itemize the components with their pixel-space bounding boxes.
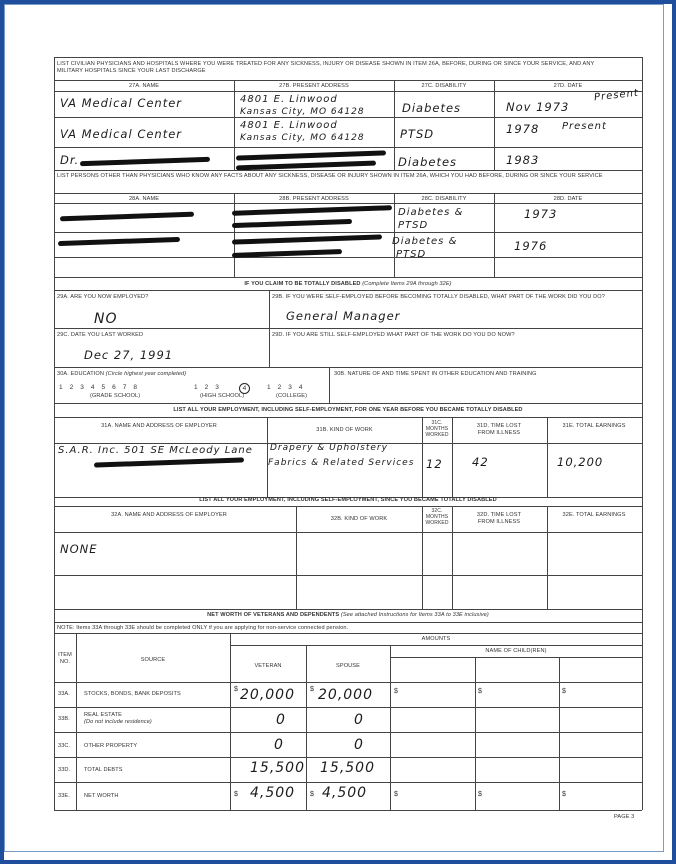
item-33b-note: (Do not include residence): [84, 719, 152, 725]
physician-2-addr2: Kansas City, MO 64128: [240, 133, 365, 143]
rule: [329, 367, 330, 403]
rule: [54, 203, 642, 204]
veteran-header: VETERAN: [254, 663, 282, 669]
item-33a-no: 33A.: [58, 691, 70, 697]
person-1-date: 1973: [524, 207, 558, 221]
item-33d-source: TOTAL DEBTS: [84, 767, 123, 773]
rule: [390, 645, 391, 810]
item-33a-spouse: 20,000: [318, 687, 373, 703]
physician-3-name: Dr.: [60, 153, 80, 167]
rule: [230, 633, 231, 810]
college-years: 1 2 3 4: [267, 384, 303, 391]
physician-3-disability: Diabetes: [398, 155, 458, 169]
q30a-label: 30A. EDUCATION (Circle highest year completed): [57, 371, 187, 377]
col-27b: 27B. PRESENT ADDRESS: [279, 83, 349, 89]
physician-2-name: VA Medical Center: [60, 127, 183, 141]
rule: [234, 193, 235, 277]
rule: [54, 707, 642, 708]
item-33c-no: 33C.: [58, 743, 71, 749]
physician-1-disability: Diabetes: [402, 101, 462, 115]
col-32c: 32C. MONTHS WORKED: [425, 508, 449, 526]
sec29-banner: IF YOU CLAIM TO BE TOTALLY DISABLED (Complete Items 29A through 32E): [244, 281, 452, 287]
rule: [494, 80, 495, 170]
rule: [559, 657, 560, 810]
col-31c: 31C. MONTHS WORKED: [425, 420, 449, 438]
rule: [230, 645, 642, 646]
col-32d: 32D. TIME LOST FROM ILLNESS: [476, 512, 522, 525]
rule: [54, 277, 642, 278]
item-33d-no: 33D.: [58, 767, 71, 773]
item-33c-source: OTHER PROPERTY: [84, 743, 138, 749]
time-lost-31: 42: [472, 455, 489, 469]
rule: [452, 417, 453, 497]
rule: [547, 417, 548, 497]
item-33b-spouse: 0: [354, 712, 364, 728]
kind-of-work-31-line1: Drapery & Upholstery: [270, 443, 388, 453]
page-number: PAGE 3: [614, 814, 635, 820]
high-school-label: (HIGH SCHOOL): [200, 393, 245, 399]
item-33e-veteran: 4,500: [250, 785, 296, 801]
source-header: SOURCE: [140, 657, 166, 663]
col-32a: 32A. NAME AND ADDRESS OF EMPLOYER: [111, 512, 227, 518]
form-page: [54, 57, 642, 827]
rule: [54, 633, 642, 634]
col-28c: 28C. DISABILITY: [421, 196, 467, 202]
rule: [306, 645, 307, 810]
person-1-disability-2: PTSD: [398, 220, 429, 231]
item-33c-veteran: 0: [274, 737, 284, 753]
rule: [54, 193, 642, 194]
rule: [54, 232, 642, 233]
physician-1-addr1: 4801 E. Linwood: [240, 94, 338, 105]
dollar-sign: $: [394, 791, 398, 798]
dollar-sign: $: [310, 791, 314, 798]
high-school-years: 1 2 3: [194, 384, 219, 391]
rule: [54, 91, 642, 92]
sec31-banner: LIST ALL YOUR EMPLOYMENT, INCLUDING SELF-EMPLOYMENT, FOR ONE YEAR BEFORE YOU BECAME TOTALLY DISABLED: [173, 407, 523, 413]
col-28b: 28B. PRESENT ADDRESS: [279, 196, 349, 202]
q29c-answer: Dec 27, 1991: [84, 348, 174, 362]
col-27c: 27C. DISABILITY: [421, 83, 467, 89]
rule: [390, 657, 642, 658]
redaction-mark: [60, 212, 194, 222]
rule: [54, 506, 642, 507]
col-27a: 27A. NAME: [128, 83, 160, 89]
redaction-mark: [94, 457, 244, 467]
item-33d-veteran: 15,500: [250, 760, 305, 776]
person-2-date: 1976: [514, 239, 548, 253]
rule: [54, 682, 642, 683]
redaction-mark: [236, 161, 376, 171]
employment-32-entry: NONE: [60, 542, 98, 556]
item-33b-no: 33B.: [58, 716, 70, 722]
col-31b: 31B. KIND OF WORK: [316, 427, 373, 433]
physician-1-name: VA Medical Center: [60, 96, 183, 110]
col-32e: 32E. TOTAL EARNINGS: [562, 512, 626, 518]
q30b-label: 30B. NATURE OF AND TIME SPENT IN OTHER EDUCATION AND TRAINING: [334, 371, 537, 377]
item-33e-source: NET WORTH: [84, 793, 119, 799]
col-32b: 32B. KIND OF WORK: [330, 516, 388, 522]
sec32-banner: LIST ALL YOUR EMPLOYMENT, INCLUDING SELF-EMPLOYMENT, SINCE YOU BECAME TOTALLY DISABLED: [199, 497, 497, 503]
q29b-label: 29B. IF YOU WERE SELF-EMPLOYED BEFORE BECOMING TOTALLY DISABLED, WHAT PART OF THE WORK DID YOU DO?: [272, 294, 605, 300]
amounts-header: AMOUNTS: [421, 636, 451, 642]
item-33e-no: 33E.: [58, 793, 70, 799]
rule: [54, 622, 642, 623]
sec33-note: NOTE: Items 33A through 33E should be completed ONLY if you are applying for non-service connected pension.: [57, 625, 349, 631]
rule: [394, 193, 395, 277]
months-worked-31: 12: [426, 457, 443, 471]
earnings-31: 10,200: [557, 455, 604, 469]
children-header: NAME OF CHILD(REN): [485, 648, 547, 654]
item-no-header: ITEM NO.: [58, 652, 72, 665]
rule: [54, 403, 642, 404]
physician-1-date: Nov 1973: [506, 100, 570, 114]
redaction-mark: [236, 150, 386, 160]
rule: [54, 532, 642, 533]
rule: [54, 257, 642, 258]
sec27-header: LIST CIVILIAN PHYSICIANS AND HOSPITALS WHERE YOU WERE TREATED FOR ANY SICKNESS, INJURY OR DISEASE SHOWN IN ITEM 26A, BEFORE, DURING OR SINCE YOUR SERVICE, AND ANY MILITARY HOSPITALS SINCE YOUR LAST DISCHARGE: [57, 61, 595, 74]
physician-2-date-end: Present: [562, 121, 607, 132]
dollar-sign: $: [478, 791, 482, 798]
dollar-sign: $: [234, 791, 238, 798]
physician-1-addr2: Kansas City, MO 64128: [240, 107, 365, 117]
person-2-disability-2: PTSD: [396, 249, 427, 260]
rule: [54, 328, 642, 329]
sec33-banner: NET WORTH OF VETERANS AND DEPENDENTS (See attached Instructions for Items 33A to 33E inclusive): [207, 612, 489, 618]
rule: [54, 57, 642, 58]
rule: [54, 147, 642, 148]
item-33a-source: STOCKS, BONDS, BANK DEPOSITS: [84, 691, 181, 697]
rule: [54, 290, 642, 291]
redaction-mark: [232, 205, 392, 216]
redaction-mark: [232, 219, 352, 228]
high-school-circled-year: 4: [239, 383, 250, 394]
rule: [54, 810, 642, 811]
dollar-sign: $: [394, 688, 398, 695]
q29c-label: 29C. DATE YOU LAST WORKED: [57, 332, 144, 338]
physician-1-date-end: Present: [593, 87, 640, 104]
grade-school-years: 1 2 3 4 5 6 7 8: [59, 384, 138, 391]
dollar-sign: $: [562, 791, 566, 798]
rule: [54, 732, 642, 733]
spouse-header: SPOUSE: [336, 663, 360, 669]
sec28-header: LIST PERSONS OTHER THAN PHYSICIANS WHO KNOW ANY FACTS ABOUT ANY SICKNESS, DISEASE OR INJURY SHOWN IN ITEM 26A, WHICH YOU HAD BEFORE, DURING OR SINCE YOUR SERVICE: [57, 173, 603, 179]
physician-2-date: 1978: [506, 122, 540, 136]
col-31d: 31D. TIME LOST FROM ILLNESS: [476, 423, 522, 436]
redaction-mark: [232, 234, 382, 244]
rule: [54, 575, 642, 576]
col-31a: 31A. NAME AND ADDRESS OF EMPLOYER: [101, 423, 217, 429]
q29d-label: 29D. IF YOU ARE STILL SELF-EMPLOYED WHAT PART OF THE WORK DO YOU DO NOW?: [272, 332, 515, 338]
q29b-answer: General Manager: [286, 309, 401, 323]
physician-2-disability: PTSD: [400, 127, 435, 141]
grade-school-label: (GRADE SCHOOL): [90, 393, 141, 399]
rule: [494, 193, 495, 277]
rule: [394, 80, 395, 170]
dollar-sign: $: [310, 686, 314, 693]
q29a-label: 29A. ARE YOU NOW EMPLOYED?: [57, 294, 149, 300]
item-33a-veteran: 20,000: [240, 687, 295, 703]
col-27d: 27D. DATE: [553, 83, 583, 89]
rule: [54, 782, 642, 783]
col-28a: 28A. NAME: [128, 196, 160, 202]
rule: [54, 417, 642, 418]
q29a-answer: NO: [94, 311, 118, 327]
rule: [54, 757, 642, 758]
redaction-mark: [80, 157, 210, 167]
dollar-sign: $: [562, 688, 566, 695]
college-label: (COLLEGE): [276, 393, 308, 399]
physician-3-date: 1983: [506, 153, 540, 167]
item-33b-source: REAL ESTATE: [84, 712, 122, 718]
item-33b-veteran: 0: [276, 712, 286, 728]
rule: [642, 57, 643, 810]
employer-31: S.A.R. Inc. 501 SE McLeody Lane: [58, 445, 253, 456]
col-28d: 28D. DATE: [553, 196, 583, 202]
rule: [54, 80, 642, 81]
dollar-sign: $: [234, 686, 238, 693]
redaction-mark: [58, 237, 180, 246]
item-33e-spouse: 4,500: [322, 785, 368, 801]
rule: [54, 609, 642, 610]
rule: [547, 506, 548, 609]
rule: [475, 657, 476, 810]
item-33c-spouse: 0: [354, 737, 364, 753]
person-2-disability: Diabetes &: [392, 236, 458, 247]
physician-2-addr1: 4801 E. Linwood: [240, 120, 338, 131]
rule: [452, 506, 453, 609]
dollar-sign: $: [478, 688, 482, 695]
rule: [54, 367, 642, 368]
rule: [234, 80, 235, 170]
item-33d-spouse: 15,500: [320, 760, 375, 776]
rule: [54, 170, 642, 171]
person-1-disability: Diabetes &: [398, 207, 464, 218]
kind-of-work-31-line2: Fabrics & Related Services: [268, 458, 415, 468]
rule: [54, 117, 642, 118]
col-31e: 31E. TOTAL EARNINGS: [562, 423, 626, 429]
